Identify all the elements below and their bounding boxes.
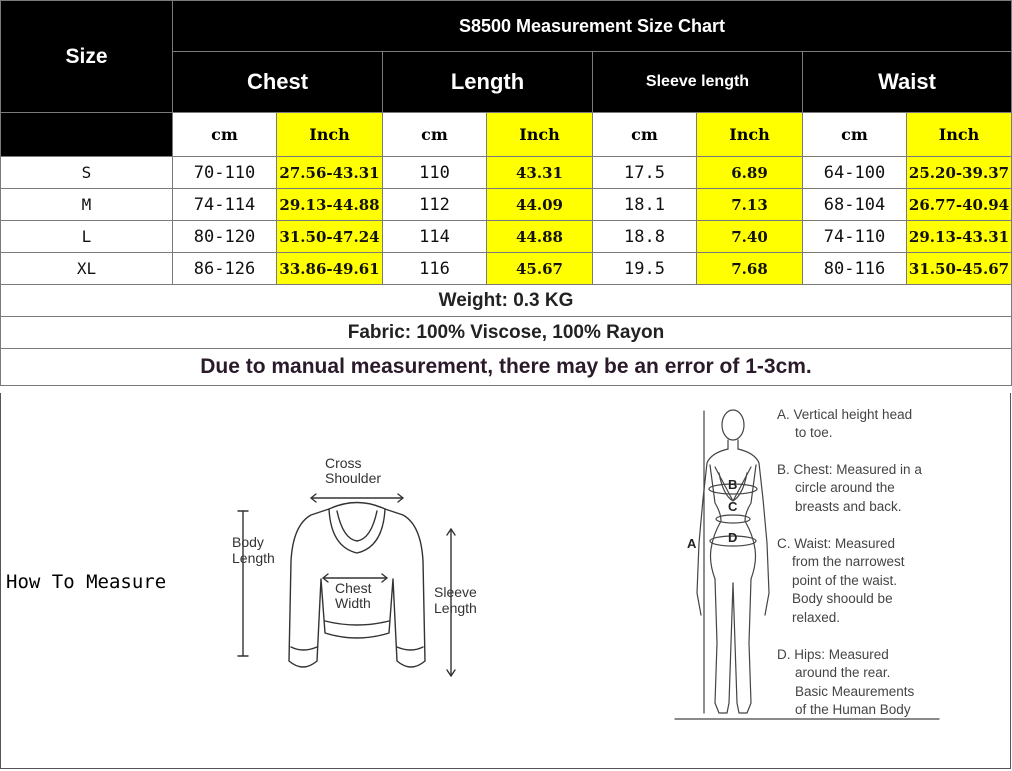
- sleeve-cm-value: 17.5: [593, 157, 697, 189]
- unit-sleeve-inch: Inch: [697, 113, 803, 157]
- waist-cm-value: 74-110: [803, 221, 907, 253]
- unit-waist-cm: cm: [803, 113, 907, 157]
- chest-cm-value: 86-126: [173, 253, 277, 285]
- note-c-line-5: relaxed.: [792, 610, 841, 625]
- length-inch-value: 44.88: [487, 221, 593, 253]
- sleeve-cm-value: 18.1: [593, 189, 697, 221]
- note-c-line-2: from the narrowest: [792, 554, 905, 569]
- measurement-notes: [777, 407, 922, 717]
- length-cm-value: 112: [383, 189, 487, 221]
- how-to-measure-label: How To Measure: [6, 571, 167, 593]
- sleeve-cm-value: 19.5: [593, 253, 697, 285]
- sleeve-inch-value: 7.13: [697, 189, 803, 221]
- unit-waist-inch: Inch: [907, 113, 1012, 157]
- note-c-line-4: Body shoould be: [792, 591, 893, 606]
- marker-d: D: [728, 530, 738, 545]
- chest-cm-value: 80-120: [173, 221, 277, 253]
- waist-inch-value: 29.13-43.31: [907, 221, 1012, 253]
- length-inch-value: 43.31: [487, 157, 593, 189]
- fabric-line: Fabric: 100% Viscose, 100% Rayon: [1, 317, 1012, 349]
- waist-cm-value: 64-100: [803, 157, 907, 189]
- table-row: [1, 157, 1012, 189]
- note-a-line-2: to toe.: [795, 425, 833, 440]
- waist-cm-value: 80-116: [803, 253, 907, 285]
- garment-measure-diagram: [227, 451, 497, 691]
- size-value: L: [1, 221, 173, 253]
- sleeve-inch-value: 7.40: [697, 221, 803, 253]
- group-length: Length: [383, 52, 593, 113]
- sleeve-cm-value: 18.8: [593, 221, 697, 253]
- size-value: XL: [1, 253, 173, 285]
- group-waist: Waist: [803, 52, 1012, 113]
- chest-cm-value: 74-114: [173, 189, 277, 221]
- body-length-label-2: Length: [232, 550, 275, 566]
- note-b-line-2: circle around the: [795, 480, 895, 495]
- marker-b: B: [728, 477, 738, 492]
- group-sleeve-length: Sleeve length: [593, 52, 803, 113]
- size-header-spacer: [1, 113, 173, 157]
- note-d-line-3: Basic Meaurements: [795, 684, 915, 699]
- note-c-line-3: point of the waist.: [792, 573, 898, 588]
- length-cm-value: 110: [383, 157, 487, 189]
- length-cm-value: 114: [383, 221, 487, 253]
- marker-c: C: [728, 499, 738, 514]
- weight-line: Weight: 0.3 KG: [1, 285, 1012, 317]
- how-to-measure-section: [0, 393, 1011, 769]
- table-row: [1, 189, 1012, 221]
- unit-sleeve-cm: cm: [593, 113, 697, 157]
- note-b-line-1: B. Chest: Measured in a: [777, 462, 922, 477]
- unit-length-cm: cm: [383, 113, 487, 157]
- body-length-label-1: Body: [232, 534, 264, 550]
- disclaimer-line: Due to manual measurement, there may be an error of 1-3cm.: [1, 349, 1012, 386]
- chest-inch-value: 27.56-43.31: [277, 157, 383, 189]
- size-value: M: [1, 189, 173, 221]
- chest-inch-value: 29.13-44.88: [277, 189, 383, 221]
- note-d-line-1: D. Hips: Measured: [777, 647, 889, 662]
- chest-inch-value: 31.50-47.24: [277, 221, 383, 253]
- table-row: [1, 253, 1012, 285]
- body-measure-diagram: [673, 403, 993, 733]
- sleeve-inch-value: 7.68: [697, 253, 803, 285]
- waist-inch-value: 31.50-45.67: [907, 253, 1012, 285]
- table-row: [1, 221, 1012, 253]
- length-inch-value: 44.09: [487, 189, 593, 221]
- cross-shoulder-label-2: Shoulder: [325, 470, 382, 486]
- waist-cm-value: 68-104: [803, 189, 907, 221]
- unit-chest-inch: Inch: [277, 113, 383, 157]
- unit-chest-cm: cm: [173, 113, 277, 157]
- chart-title: S8500 Measurement Size Chart: [173, 1, 1012, 52]
- note-c-line-1: C. Waist: Measured: [777, 536, 896, 551]
- length-inch-value: 45.67: [487, 253, 593, 285]
- size-header: Size: [1, 1, 173, 113]
- cross-shoulder-label-1: Cross: [325, 455, 362, 471]
- chest-width-label-2: Width: [335, 595, 371, 611]
- sleeve-length-label-2: Length: [434, 600, 477, 616]
- length-cm-value: 116: [383, 253, 487, 285]
- chest-cm-value: 70-110: [173, 157, 277, 189]
- waist-inch-value: 25.20-39.37: [907, 157, 1012, 189]
- sleeve-length-label-1: Sleeve: [434, 584, 477, 600]
- note-b-line-3: breasts and back.: [795, 499, 902, 514]
- unit-length-inch: Inch: [487, 113, 593, 157]
- waist-inch-value: 26.77-40.94: [907, 189, 1012, 221]
- chest-inch-value: 33.86-49.61: [277, 253, 383, 285]
- note-a-line-1: A. Vertical height head: [777, 407, 913, 422]
- size-value: S: [1, 157, 173, 189]
- chest-width-label-1: Chest: [335, 580, 372, 596]
- sleeve-inch-value: 6.89: [697, 157, 803, 189]
- note-d-line-2: around the rear.: [795, 665, 891, 680]
- note-d-line-4: of the Human Body: [795, 702, 911, 717]
- group-chest: Chest: [173, 52, 383, 113]
- marker-a: A: [687, 536, 697, 551]
